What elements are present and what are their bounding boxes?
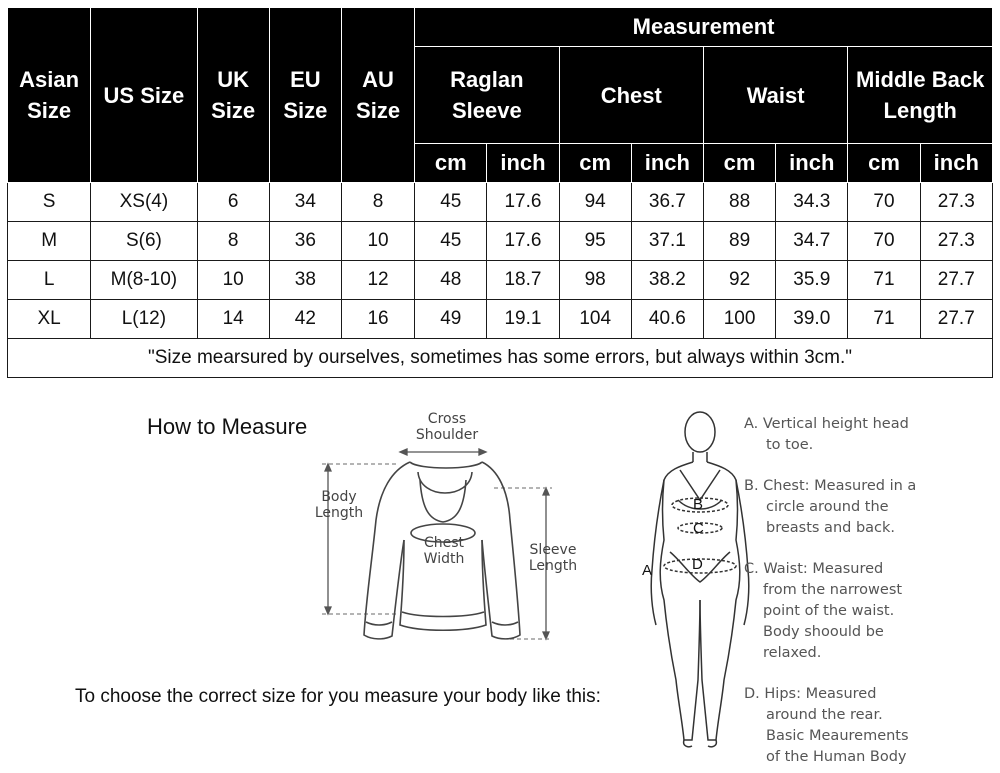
cell-waist-inch: 35.9 (776, 261, 848, 300)
unit-inch: inch (631, 144, 703, 183)
cell-au-size: 8 (341, 183, 414, 222)
cell-sleeve-inch: 17.6 (487, 222, 559, 261)
choose-size-instruction: To choose the correct size for you measure your body like this: (75, 686, 601, 707)
cross-shoulder-label: Cross Shoulder (415, 411, 479, 443)
cell-chest-inch: 36.7 (631, 183, 703, 222)
cell-sleeve-inch: 18.7 (487, 261, 559, 300)
cell-waist-inch: 39.0 (776, 300, 848, 339)
cell-uk-size: 10 (197, 261, 269, 300)
cell-eu-size: 36 (269, 222, 341, 261)
unit-cm: cm (559, 144, 631, 183)
cell-waist-inch: 34.3 (776, 183, 848, 222)
cell-back-cm: 70 (848, 222, 920, 261)
cell-waist-inch: 34.7 (776, 222, 848, 261)
cell-back-inch: 27.7 (920, 300, 992, 339)
note-a: A. Vertical height head to toe. (744, 416, 909, 453)
unit-inch: inch (776, 144, 848, 183)
cell-au-size: 12 (341, 261, 414, 300)
cell-us-size: XS(4) (91, 183, 197, 222)
header-asian-size: Asian Size (8, 8, 91, 183)
cell-sleeve-cm: 45 (415, 222, 487, 261)
body-length-label: Body Length (314, 489, 364, 521)
cell-back-cm: 71 (848, 300, 920, 339)
cell-chest-inch: 38.2 (631, 261, 703, 300)
body-label-d: D (692, 556, 703, 573)
cell-back-cm: 71 (848, 261, 920, 300)
unit-inch: inch (920, 144, 992, 183)
cell-back-inch: 27.3 (920, 222, 992, 261)
header-chest: Chest (559, 47, 703, 144)
cell-back-inch: 27.3 (920, 183, 992, 222)
cell-sleeve-cm: 49 (415, 300, 487, 339)
header-au-size: AU Size (341, 8, 414, 183)
cell-waist-cm: 100 (703, 300, 775, 339)
cell-uk-size: 6 (197, 183, 269, 222)
cell-eu-size: 38 (269, 261, 341, 300)
header-measurement: Measurement (415, 8, 993, 47)
body-label-b: B (693, 496, 704, 513)
body-measurement-notes (744, 414, 994, 768)
note-d: D. Hips: Measured around the rear. Basic Meaurements of the Human Body (744, 686, 909, 765)
cell-asian-size: L (8, 261, 91, 300)
cell-chest-cm: 94 (559, 183, 631, 222)
cell-chest-cm: 104 (559, 300, 631, 339)
cell-waist-cm: 89 (703, 222, 775, 261)
note-c: C. Waist: Measured from the narrowest point of the waist. Body shoould be relaxed. (744, 561, 903, 661)
cell-asian-size: XL (8, 300, 91, 339)
cell-waist-cm: 88 (703, 183, 775, 222)
header-us-size: US Size (91, 8, 197, 183)
cell-back-inch: 27.7 (920, 261, 992, 300)
cell-uk-size: 14 (197, 300, 269, 339)
cell-us-size: S(6) (91, 222, 197, 261)
header-raglan-sleeve: Raglan Sleeve (415, 47, 559, 144)
cell-back-cm: 70 (848, 183, 920, 222)
cell-chest-cm: 95 (559, 222, 631, 261)
header-eu-size: EU Size (269, 8, 341, 183)
measurement-note: "Size mearsured by ourselves, sometimes has some errors, but always within 3cm." (8, 339, 993, 378)
unit-cm: cm (703, 144, 775, 183)
body-label-a: A (642, 562, 653, 579)
cell-chest-inch: 40.6 (631, 300, 703, 339)
cell-eu-size: 34 (269, 183, 341, 222)
sleeve-length-label: Sleeve Length (528, 542, 578, 574)
cell-au-size: 10 (341, 222, 414, 261)
chest-width-label: Chest Width (423, 535, 465, 567)
cell-au-size: 16 (341, 300, 414, 339)
cell-asian-size: M (8, 222, 91, 261)
cell-sleeve-inch: 19.1 (487, 300, 559, 339)
cell-waist-cm: 92 (703, 261, 775, 300)
cell-us-size: M(8-10) (91, 261, 197, 300)
header-middle-back-length: Middle Back Length (848, 47, 993, 144)
note-b: B. Chest: Measured in a circle around the breasts and back. (744, 478, 917, 536)
cell-asian-size: S (8, 183, 91, 222)
unit-cm: cm (848, 144, 920, 183)
cell-sleeve-inch: 17.6 (487, 183, 559, 222)
body-label-c: C (693, 520, 704, 537)
body-figure (651, 412, 749, 747)
unit-inch: inch (487, 144, 559, 183)
how-to-measure-title: How to Measure (147, 414, 308, 439)
cell-chest-inch: 37.1 (631, 222, 703, 261)
cell-us-size: L(12) (91, 300, 197, 339)
cell-sleeve-cm: 48 (415, 261, 487, 300)
cell-uk-size: 8 (197, 222, 269, 261)
cell-eu-size: 42 (269, 300, 341, 339)
unit-cm: cm (415, 144, 487, 183)
cell-chest-cm: 98 (559, 261, 631, 300)
header-uk-size: UK Size (197, 8, 269, 183)
cell-sleeve-cm: 45 (415, 183, 487, 222)
header-waist: Waist (703, 47, 847, 144)
